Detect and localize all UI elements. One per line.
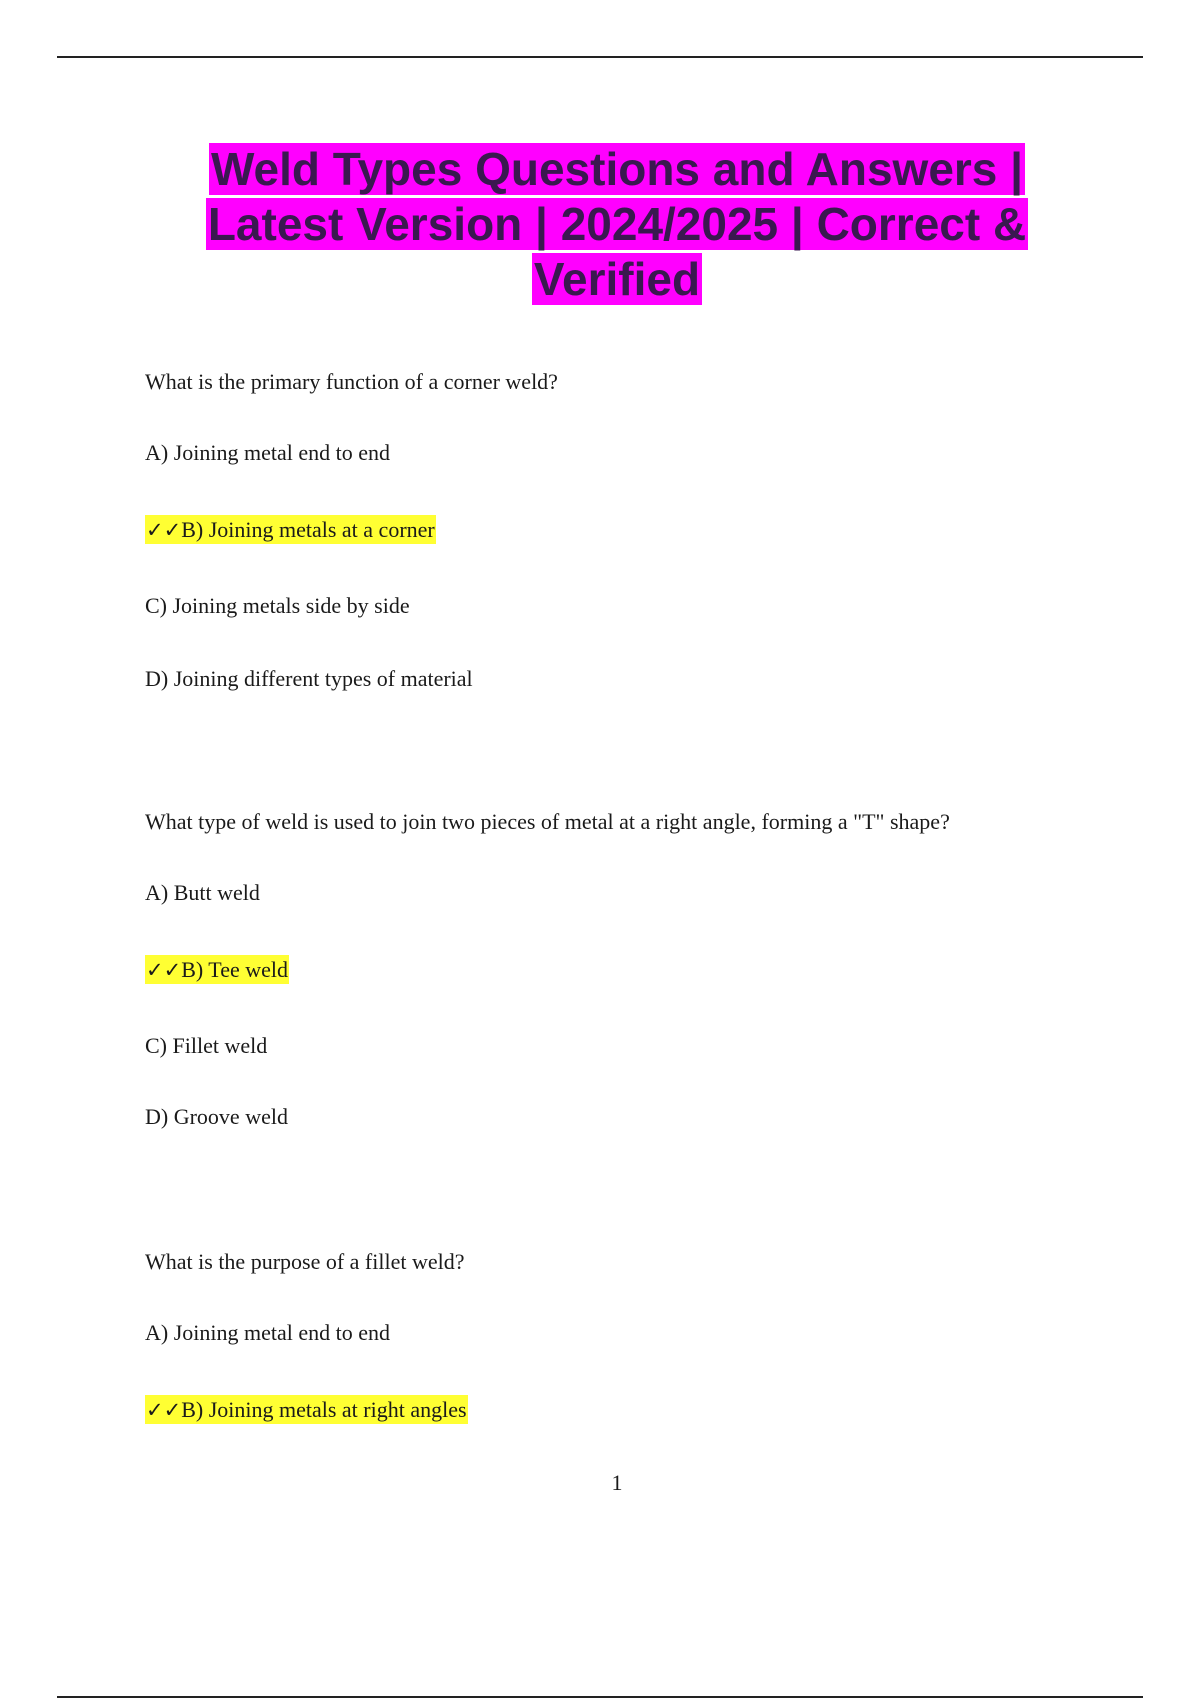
correct-answer-highlight <box>145 515 436 544</box>
question-3-option-b-correct <box>145 1396 468 1424</box>
option-label: B) Joining metals at right angles <box>181 1397 467 1422</box>
document-title <box>150 142 1084 307</box>
question-2-prompt: What type of weld is used to join two pieces of metal at a right angle, forming a "T" shape? <box>145 809 950 834</box>
question-3-option-a: A) Joining metal end to end <box>145 1320 391 1345</box>
option-label: B) Joining metals at a corner <box>181 517 435 542</box>
correct-answer-highlight <box>145 955 289 984</box>
question-3-prompt: What is the purpose of a fillet weld? <box>145 1249 465 1274</box>
double-check-icon: ✓✓ <box>146 518 182 542</box>
header-rule <box>57 56 1143 58</box>
correct-answer-highlight <box>145 1395 468 1424</box>
question-2-option-d: D) Groove weld <box>145 1104 288 1129</box>
question-1-option-a: A) Joining metal end to end <box>145 440 391 465</box>
double-check-icon: ✓✓ <box>146 1398 182 1422</box>
footer-rule <box>57 1696 1143 1698</box>
question-1-option-b-correct <box>145 516 436 544</box>
page-number: 1 <box>611 1470 623 1495</box>
title-line-3: Verified <box>533 253 701 305</box>
question-2-option-b-correct <box>145 956 289 984</box>
question-1-option-c: C) Joining metals side by side <box>145 593 410 618</box>
option-label: B) Tee weld <box>181 957 289 982</box>
double-check-icon: ✓✓ <box>146 958 182 982</box>
title-line-1: Weld Types Questions and Answers | <box>210 143 1024 195</box>
question-1-prompt: What is the primary function of a corner weld? <box>145 369 558 394</box>
question-2-option-a: A) Butt weld <box>145 880 260 905</box>
question-2-option-c: C) Fillet weld <box>145 1033 268 1058</box>
question-1-option-d: D) Joining different types of material <box>145 666 473 691</box>
title-line-2: Latest Version | 2024/2025 | Correct & <box>207 198 1027 250</box>
